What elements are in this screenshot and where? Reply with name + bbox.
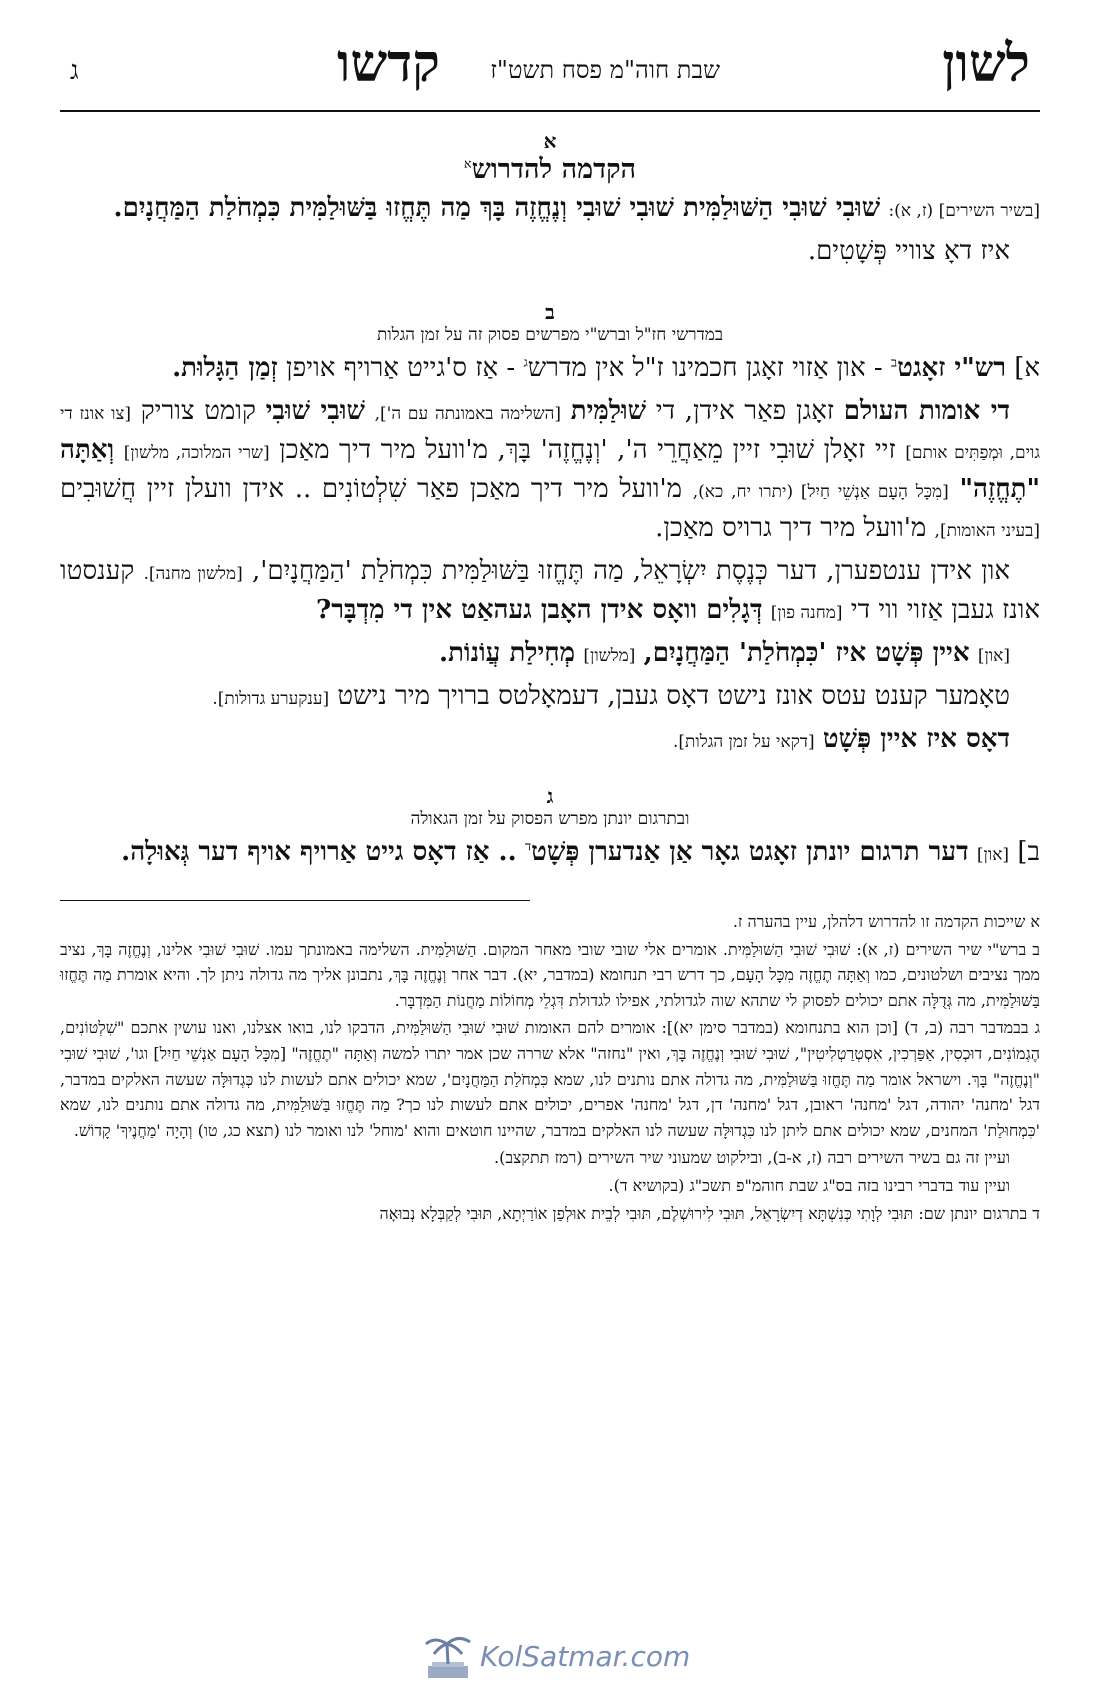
footnote-2: ב ברש"י שיר השירים (ז, א): שׁוּבִי שׁוּבִי הַשּׁוּלַמִּית. אומרים אלי שובי שובי מאחר המקום. הַשּׁוּלַמִּית. השלימה באמונתך עמו. שׁוּבִי שׁוּבִי אלינו, וְנֶחֱזֶה בָּךְ, נציב ממך נציבים ושלטונים, כמו וְאַתָּה תֶחֱזֶה מִכָּל הָעָם, כך דרש רבי תנחומא (במדבר, יא). דבר אחר וְנֶחֱזֶה בָּךְ, נתבונן אליך מה גדולה ניתן לך. והיא אומרת מַה תֶּחֱזוּ בַּשּׁוּלַמִּית, מה גְּדֻלָּה אתם יכולים לפסוק לי שתהא שוה לגדולתי, אפילו לגדולת דִּגְלֵי מְחוֹלוֹת מַחֲנוֹת הַמִּדְבָּר. [60, 939, 1040, 1010]
bold-text: שׁוּלַמִּית [570, 396, 647, 426]
paragraph-text: קענסטו אונז געבן אַזוי ווי די [60, 556, 1040, 625]
header-title-mid: קדשו [337, 33, 440, 94]
bold-text: זְמַן הַגָּלוּת. [172, 353, 278, 383]
bold-text: דאָס איז איין פְּשָׁט [822, 724, 1010, 754]
page [60, 30, 1040, 1228]
paragraph-7 [60, 677, 1040, 716]
small-note: [דקאי על זמן הגלות]. [673, 732, 815, 752]
paragraph-4 [60, 392, 1040, 548]
item-marker: ב] [1017, 837, 1040, 867]
section-letter-1: א [543, 129, 557, 153]
bold-text: מְחִילַת עֲוֹנוֹת. [439, 638, 576, 668]
watermark [420, 1626, 691, 1686]
small-note: [שרי המלוכה, מלשון] [123, 443, 270, 463]
bold-text: די אומות העולם [843, 396, 1011, 426]
footnote-1: א שייכות הקדמה זו להדרוש דלהלן, עיין בהערה ז. [732, 912, 1040, 931]
small-note: [מלשון] [583, 646, 636, 666]
page-number: ג [70, 56, 79, 86]
paragraph-text: קומט צוריק [140, 396, 256, 426]
section-letter-3: ג [546, 784, 554, 808]
paragraph-text: איז דאָ צוויי פְּשָׁטִים. [807, 236, 1010, 266]
paragraph-8 [60, 720, 1040, 759]
paragraph-1 [60, 189, 1040, 228]
small-note: [בעיני האומות], [934, 521, 1040, 541]
paragraph-2 [60, 232, 1040, 271]
small-note: [און] [976, 845, 1010, 865]
footnote-3: ג בבמדבר רבה (ב, ד) [וכן הוא בתנחומא (במדבר סימן יא)]: אומרים להם האומות שׁוּבִי שׁוּבִי הַשּׁוּלַמִּית, הדבקו לנו, בואו אצלנו, ואנו עושין אתכם "שִׁלְטוֹנִים, הֶגְמוֹנִים, דוּכְסִין, אַפַּרְכִין, אִסְטְרַטְלִיטִין", שׁוּבִי שׁוּבִי וְנֶחֱזֶה בָּךְ, ואין "נחזה" אלא שררה שכן אמר יתרו למשה וְאַתָּה "תֶחֱזֶה" [מִכָּל הָעָם אַנְשֵׁי חַיִל] וגו', שׁוּבִי שׁוּבִי "וְנֶחֱזֶה" בָּךְ. וישראל אומר מַה תֶּחֱזוּ בַּשּׁוּלַמִּית, מה גדולה אתם נותנים לנו, שמא כִּמְחֹלַת הַמַּחֲנָיִם', שמא יכולים אתם לעשות לנו כְּגְדוּלָּה שעשה האלקים במדבר, דגל 'מחנה' יהודה, דגל 'מחנה' ראובן, דגל 'מחנה' דן, דגל 'מחנה' אפרים, יכולים אתם לעשות לנו כך? מַה תֶּחֱזוּ בַּשּׁוּלַמִּית, מה גדולה אתם נותנים לנו, שמא 'כִּמְחוּלַת' המחנים, שמא יכולים אתם ליתן לנו כִּגְדוּלָּה שעשה לנו האלקים במדבר, שהיינו חוטאים והוא 'מוחל' לנו ואומר לנו (תצא כג, טו) וְהָיָה 'מַחֲנֶיךָ' קָדוֹשׁ. [60, 1018, 1040, 1140]
page-header [60, 30, 1040, 112]
small-note: [ענקערע גדולות]. [212, 689, 330, 709]
verse-text: שׁוּבִי שׁוּבִי הַשּׁוּלַמִּית שׁוּבִי שׁוּבִי וְנֶחֱזֶה בָּךְ מַה תֶּחֱזוּ בַּשּׁוּלַמִּית כִּמְחֹלַת הַמַּחֲנָיִם. [113, 193, 881, 223]
palm-tree-icon [420, 1630, 476, 1682]
small-note: [צו אונז די גוים, וּמְפַתִּים אותם] [60, 404, 1040, 463]
footnote-4: ועיין זה גם בשיר השירים רבה (ז, א-ב), ובילקוט שמעוני שיר השירים (רמז תתקצב). [494, 1148, 1010, 1168]
small-note: [און] [977, 646, 1010, 666]
source-ref: [בשיר השירים] (ז, א): [888, 201, 1040, 221]
paragraph-text: - אַז ס'גייט אַרויף אויפן [286, 353, 516, 383]
paragraph-text: זיי זאָלן שׁוּבִי זיין מֵאַחֲרֵי ה', 'וְנֶחֱזֶה' בָּךְ, מ'וועל מיר דיך מאַכן [279, 435, 896, 465]
small-note: [השלימה באמונתה עם ה'], [374, 404, 562, 424]
bold-text: שׁוּבִי שׁוּבִי [265, 396, 365, 426]
small-note: [מלשון מחנה]. [143, 564, 243, 584]
paragraph-text: טאָמער קענט עטס אונז נישט דאָס געבן, דעמאָלטס ברויך מיר נישט [337, 681, 1010, 711]
footnote-ref-g[interactable]: ג [523, 355, 528, 371]
bold-text: דער תרגום יונתן זאָגט גאָר אַן אַנדערן פְּשָׁט [531, 837, 969, 867]
paragraph-5 [60, 552, 1040, 630]
footnote-6: ד בתרגום יונתן שם: תּוּבִי לְוָתִי כְּנִשְׁתָּא דְיִשְׂרָאֵל, תּוּבִי לִירוּשְׁלֶם, תּוּבִי לְבֵית אוּלְפַן אוֹרַיְתָא, תּוּבִי לְקַבְּלָא נְבוּאָה [379, 1203, 1040, 1223]
small-note: [מחנה פון] [770, 603, 843, 623]
paragraph-text: און אידן ענטפערן, דער כְּנֶסֶת יִשְׂרָאֵל, מַה תֶּחֱזוּ בַּשּׁוּלַמִּית כִּמְחֹלַת 'הַמַּחֲנָיִם', [251, 556, 1011, 586]
paragraph-text: זאָגן פאַר אידן, די [655, 396, 835, 426]
section-title-1 [60, 154, 1040, 185]
paragraph-text: מ'וועל מיר דיך מאַכן פאַר שִׁלְטוֹנִים .. אידן וועלן זיין חֲשׁוּבִים [60, 474, 683, 504]
footnote-ref-d[interactable]: ד [524, 839, 532, 855]
footnote-divider [60, 900, 530, 901]
header-date: שבת חוה"מ פסח תשט"ז [490, 56, 720, 84]
section-title-text: הקדמה להדרוש [471, 154, 637, 185]
header-title-right: לשון [942, 33, 1030, 94]
footnote-ref-b[interactable]: ב [890, 355, 898, 371]
section-subtitle-3: ובתרגום יונתן מפרש הפסוק על זמן הגאולה [410, 809, 690, 829]
section-subtitle-2: במדרשי חז"ל וברש"י מפרשים פסוק זה על זמן הגלות [376, 325, 724, 345]
footnote-ref-a[interactable]: א [463, 157, 472, 172]
bold-text: דְּגָלִים וואָס אידן האָבן געהאַט אין די מִדְבָּר? [316, 595, 763, 625]
paragraph-text: - און אַזוי זאָגן חכמינו ז"ל אין מדרש [527, 353, 883, 383]
section-letter-2: ב [545, 300, 555, 324]
bold-text: רש"י זאָגט [897, 353, 1006, 383]
paragraph-6 [60, 634, 1040, 673]
footnote-5: ועיין עוד בדברי רבינו בזה בס"ג שבת חוהמ"פ תשכ"ג (בקושיא ד). [608, 1175, 1010, 1195]
paragraph-9 [60, 833, 1040, 872]
paragraph-text: מ'וועל מיר דיך גרויס מאַכן. [655, 513, 927, 543]
bold-text: איין פְּשָׁט איז 'כִּמְחֹלַת' הַמַּחֲנָיִם, [643, 638, 970, 668]
item-marker: א] [1014, 353, 1040, 383]
small-note: [מִכָּל הָעָם אַנְשֵׁי חַיִל] (יתרו יח, כא), [692, 482, 949, 502]
bold-text: וְאַתָּה "תֶחֱזֶה" [60, 435, 1040, 504]
paragraph-3 [60, 349, 1040, 388]
bold-text: .. אַז דאָס גייט אַרויף אויף דער גְּאוּלָה. [121, 837, 517, 867]
watermark-text: KolSatmar.com [480, 1640, 691, 1673]
